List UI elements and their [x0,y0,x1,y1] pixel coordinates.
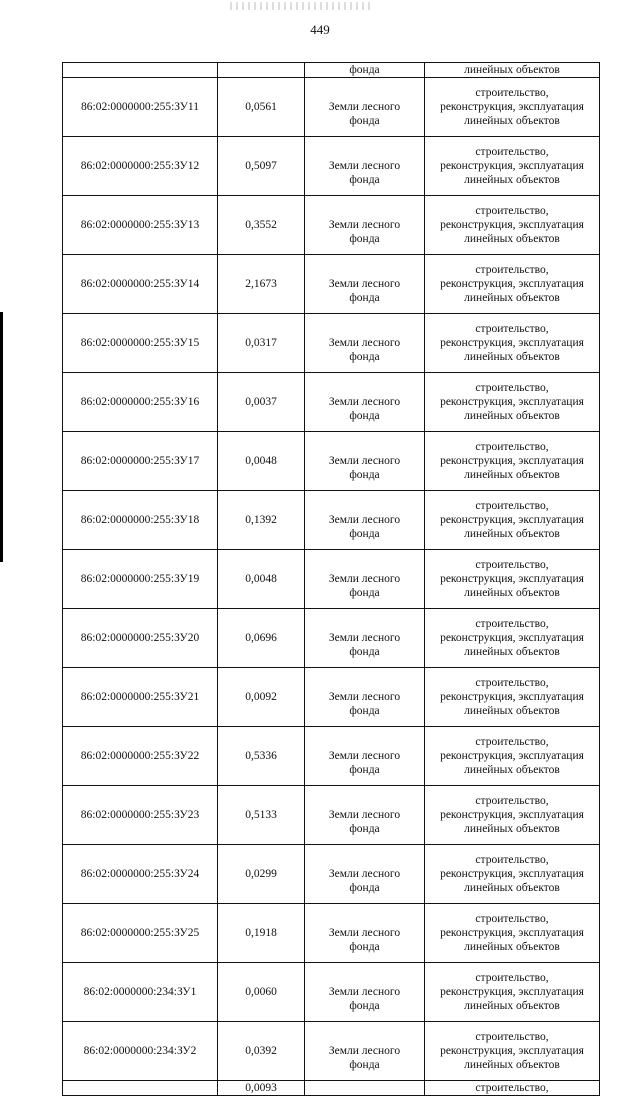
land-category-line: фонда [349,292,380,304]
land-category-line: Земли лесного [328,986,401,998]
land-category-line: фонда [349,587,380,599]
land-category-line: Земли лесного [328,573,401,585]
permitted-use-line: строительство, [475,87,549,99]
table-row [63,255,600,314]
cadastral-number: 86:02:0000000:234:ЗУ2 [63,1022,218,1081]
permitted-use-line: строительство, [475,500,549,512]
permitted-use-line: реконструкция, эксплуатация [440,278,584,290]
cell-land-category: фонда [305,63,425,78]
land-category [305,373,425,432]
permitted-use [425,904,600,963]
land-category-line: фонда [349,1000,380,1012]
permitted-use-line: реконструкция, эксплуатация [440,573,584,585]
permitted-use-line: реконструкция, эксплуатация [440,160,584,172]
permitted-use-line: строительство, [475,382,549,394]
area-value: 0,0093 [218,1081,305,1096]
land-category-line: Земли лесного [328,927,401,939]
area-value: 0,5336 [218,727,305,786]
cadastral-number: 86:02:0000000:255:ЗУ24 [63,845,218,904]
area-value: 0,5097 [218,137,305,196]
table-row [63,196,600,255]
land-category-line: фонда [349,115,380,127]
permitted-use-line: строительство, [475,854,549,866]
permitted-use [425,432,600,491]
permitted-use-line: строительство, [475,677,549,689]
land-category-line: Земли лесного [328,514,401,526]
permitted-use-line: строительство, [475,323,549,335]
land-category-line: фонда [349,1059,380,1071]
land-category-line: фонда [349,469,380,481]
land-category-line: фонда [349,882,380,894]
cadastral-number: 86:02:0000000:255:ЗУ25 [63,904,218,963]
permitted-use-line: реконструкция, эксплуатация [440,927,584,939]
cadastral-number: 86:02:0000000:234:ЗУ1 [63,963,218,1022]
land-category [305,609,425,668]
cadastral-number: 86:02:0000000:255:ЗУ23 [63,786,218,845]
land-category [305,314,425,373]
cadastral-number: 86:02:0000000:255:ЗУ15 [63,314,218,373]
table-row [63,78,600,137]
table-row [63,432,600,491]
cadastral-number: 86:02:0000000:255:ЗУ21 [63,668,218,727]
permitted-use-line: линейных объектов [464,1059,560,1071]
area-value: 0,0048 [218,432,305,491]
permitted-use-line: реконструкция, эксплуатация [440,691,584,703]
permitted-use-line: реконструкция, эксплуатация [440,1045,584,1057]
table-row-continuation [63,63,600,78]
permitted-use-line: реконструкция, эксплуатация [440,396,584,408]
permitted-use-line: линейных объектов [464,351,560,363]
area-value: 0,5133 [218,786,305,845]
permitted-use-line: строительство, [475,736,549,748]
land-category-line: фонда [349,823,380,835]
permitted-use [425,1022,600,1081]
land-category-line: фонда [349,528,380,540]
area-value: 2,1673 [218,255,305,314]
cadastral-number: 86:02:0000000:255:ЗУ20 [63,609,218,668]
land-category-line: Земли лесного [328,455,401,467]
table-row-partial [63,1081,600,1096]
permitted-use [425,609,600,668]
land-category-line: фонда [349,705,380,717]
land-category-line: Земли лесного [328,1045,401,1057]
table-row [63,373,600,432]
permitted-use [425,373,600,432]
area-value: 0,0392 [218,1022,305,1081]
scan-artifact [230,2,370,10]
cadastral-number: 86:02:0000000:255:ЗУ13 [63,196,218,255]
land-category [305,845,425,904]
area-value: 0,0299 [218,845,305,904]
permitted-use-line: строительство, [475,1031,549,1043]
table-row [63,550,600,609]
permitted-use-line: реконструкция, эксплуатация [440,809,584,821]
permitted-use-line: линейных объектов [464,823,560,835]
land-category-line: фонда [349,941,380,953]
permitted-use-line: реконструкция, эксплуатация [440,868,584,880]
land-category-line: Земли лесного [328,868,401,880]
cadastral-number: 86:02:0000000:255:ЗУ11 [63,78,218,137]
permitted-use-line: реконструкция, эксплуатация [440,219,584,231]
permitted-use [425,196,600,255]
land-category [305,904,425,963]
land-category-line: Земли лесного [328,396,401,408]
permitted-use-line: линейных объектов [464,115,560,127]
permitted-use [425,668,600,727]
table-row [63,963,600,1022]
table-row [63,137,600,196]
permitted-use [425,78,600,137]
land-category [305,137,425,196]
permitted-use-line: строительство, [475,441,549,453]
permitted-use [425,255,600,314]
cadastral-number: 86:02:0000000:255:ЗУ14 [63,255,218,314]
permitted-use-line: строительство, [475,264,549,276]
table-row [63,1022,600,1081]
permitted-use-line: строительство, [475,972,549,984]
cadastral-number: 86:02:0000000:255:ЗУ16 [63,373,218,432]
permitted-use-line: линейных объектов [464,528,560,540]
table-row [63,609,600,668]
land-category-line: фонда [349,351,380,363]
land-category-line: фонда [349,410,380,422]
land-category [305,1081,425,1096]
permitted-use-line: строительство, [475,559,549,571]
land-category-line: Земли лесного [328,632,401,644]
land-category-line: Земли лесного [328,160,401,172]
cadastral-number: 86:02:0000000:255:ЗУ19 [63,550,218,609]
table-row [63,904,600,963]
land-category [305,255,425,314]
land-category-line: Земли лесного [328,278,401,290]
permitted-use-line: строительство, [475,205,549,217]
cell-purpose: линейных объектов [425,63,600,78]
area-value: 0,0561 [218,78,305,137]
permitted-use-line: реконструкция, эксплуатация [440,750,584,762]
table-row [63,727,600,786]
permitted-use-line: строительство, [475,618,549,630]
land-category-line: фонда [349,764,380,776]
land-category [305,786,425,845]
permitted-use-line: линейных объектов [464,292,560,304]
page-number: 449 [310,22,330,37]
land-category [305,668,425,727]
permitted-use-line: линейных объектов [464,233,560,245]
permitted-use-line: линейных объектов [464,705,560,717]
permitted-use-line: линейных объектов [464,174,560,186]
area-value: 0,1918 [218,904,305,963]
permitted-use-line: линейных объектов [464,882,560,894]
land-category [305,963,425,1022]
land-category-line: Земли лесного [328,750,401,762]
permitted-use-line: реконструкция, эксплуатация [440,101,584,113]
permitted-use: строительство, [425,1081,600,1096]
land-category [305,78,425,137]
land-category-line: Земли лесного [328,691,401,703]
permitted-use-line: реконструкция, эксплуатация [440,337,584,349]
area-value: 0,3552 [218,196,305,255]
area-value: 0,0696 [218,609,305,668]
land-category [305,1022,425,1081]
table-row [63,314,600,373]
land-category [305,550,425,609]
permitted-use-line: реконструкция, эксплуатация [440,514,584,526]
cell-id [63,63,218,78]
permitted-use-line: строительство, [475,913,549,925]
permitted-use [425,786,600,845]
area-value: 0,0048 [218,550,305,609]
cadastral-number: 86:02:0000000:255:ЗУ22 [63,727,218,786]
cadastral-number [63,1081,218,1096]
area-value: 0,0037 [218,373,305,432]
permitted-use [425,550,600,609]
cadastral-number: 86:02:0000000:255:ЗУ12 [63,137,218,196]
land-category-line: Земли лесного [328,337,401,349]
land-category [305,196,425,255]
permitted-use-line: линейных объектов [464,587,560,599]
scan-edge-mark [0,312,3,562]
permitted-use [425,845,600,904]
land-plots-table [62,62,600,1096]
permitted-use-line: реконструкция, эксплуатация [440,632,584,644]
land-category-line: Земли лесного [328,101,401,113]
permitted-use-line: линейных объектов [464,410,560,422]
land-category-line: Земли лесного [328,219,401,231]
permitted-use [425,137,600,196]
table-row [63,491,600,550]
permitted-use-line: линейных объектов [464,764,560,776]
land-category-line: фонда [349,646,380,658]
table-row [63,668,600,727]
land-category [305,491,425,550]
area-value: 0,0092 [218,668,305,727]
land-category-line: Земли лесного [328,809,401,821]
area-value: 0,0060 [218,963,305,1022]
permitted-use [425,314,600,373]
area-value: 0,0317 [218,314,305,373]
permitted-use-line: реконструкция, эксплуатация [440,455,584,467]
permitted-use [425,727,600,786]
land-category [305,432,425,491]
permitted-use-line: линейных объектов [464,941,560,953]
land-category [305,727,425,786]
permitted-use-line: реконструкция, эксплуатация [440,986,584,998]
permitted-use [425,963,600,1022]
permitted-use-line: строительство, [475,795,549,807]
cell-area [218,63,305,78]
land-category-line: фонда [349,174,380,186]
permitted-use-line: линейных объектов [464,646,560,658]
cadastral-number: 86:02:0000000:255:ЗУ17 [63,432,218,491]
permitted-use [425,491,600,550]
table-row [63,786,600,845]
table-row [63,845,600,904]
permitted-use-line: линейных объектов [464,469,560,481]
cadastral-number: 86:02:0000000:255:ЗУ18 [63,491,218,550]
permitted-use-line: строительство, [475,146,549,158]
land-category-line: фонда [349,233,380,245]
area-value: 0,1392 [218,491,305,550]
permitted-use-line: линейных объектов [464,1000,560,1012]
